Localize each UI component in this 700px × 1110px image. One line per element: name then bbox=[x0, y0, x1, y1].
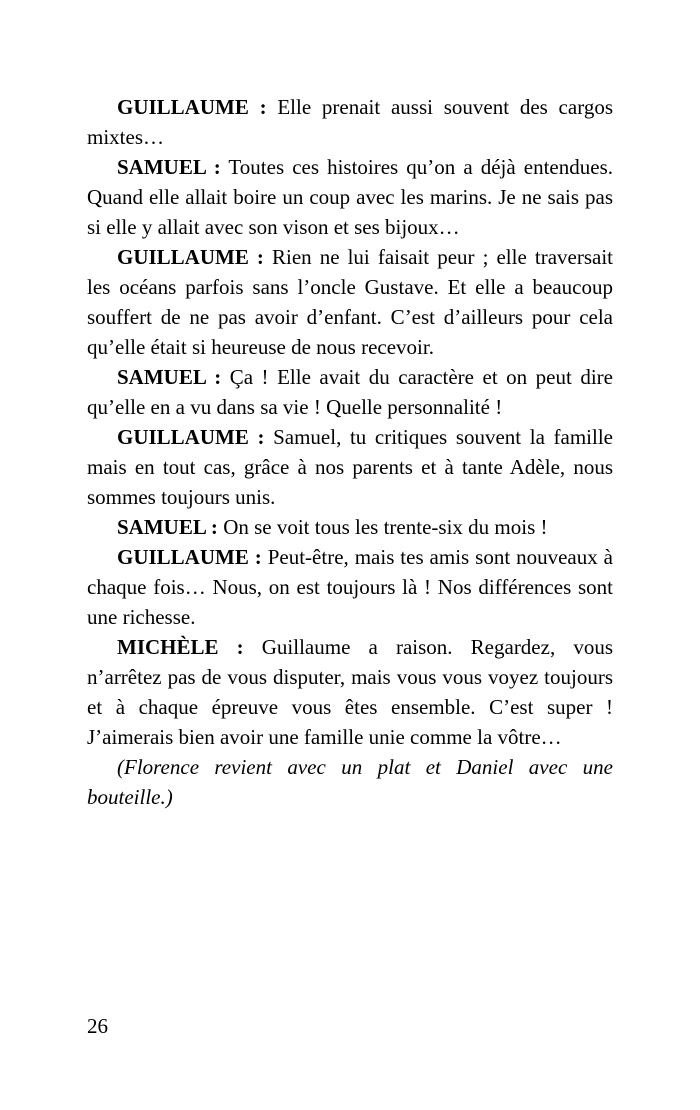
speaker-name: GUILLAUME : bbox=[117, 95, 267, 119]
page-body bbox=[87, 92, 613, 812]
dialogue-line-guillaume bbox=[87, 92, 613, 152]
dialogue-text: Ça ! Elle avait du caractère et on peut dire qu’elle en a vu dans sa vie ! Quelle personnalité ! bbox=[87, 365, 613, 419]
stage-direction: (Florence revient avec un plat et Daniel avec une bouteille.) bbox=[87, 755, 613, 809]
dialogue-text: Peut-être, mais tes amis sont nouveaux à chaque fois… Nous, on est toujours là ! Nos différences sont une richesse. bbox=[87, 545, 613, 629]
speaker-name: MICHÈLE : bbox=[117, 635, 244, 659]
speaker-name: SAMUEL : bbox=[117, 365, 222, 389]
speaker-name: GUILLAUME : bbox=[117, 245, 264, 269]
speaker-name: GUILLAUME : bbox=[117, 425, 265, 449]
dialogue-line-michele bbox=[87, 632, 613, 752]
dialogue-text: Elle prenait aussi souvent des cargos mixtes… bbox=[87, 95, 613, 149]
dialogue-text: Guillaume a raison. Regardez, vous n’arrêtez pas de vous disputer, mais vous vous voyez toujours et à chaque épreuve vous êtes ensemble. C’est super ! J’aimerais bien avoir une famille unie comme la vôtre… bbox=[87, 635, 613, 749]
dialogue-line-samuel bbox=[87, 512, 613, 542]
speaker-name: SAMUEL : bbox=[117, 155, 221, 179]
speaker-name: SAMUEL : bbox=[117, 515, 218, 539]
dialogue-line-guillaume bbox=[87, 422, 613, 512]
dialogue-text: Rien ne lui faisait peur ; elle traversait les océans parfois sans l’oncle Gustave. Et elle a beaucoup souffert de ne pas avoir d’enfant. C’est d’ailleurs pour cela qu’elle était si heureuse de nous recevoir. bbox=[87, 245, 613, 359]
dialogue-line-guillaume bbox=[87, 242, 613, 362]
dialogue-text: Samuel, tu critiques souvent la famille mais en tout cas, grâce à nos parents et à tante Adèle, nous sommes toujours unis. bbox=[87, 425, 614, 509]
dialogue-text: Toutes ces histoires qu’on a déjà entendues. Quand elle allait boire un coup avec les marins. Je ne sais pas si elle y allait avec son vison et ses bijoux… bbox=[87, 155, 613, 239]
dialogue-text: On se voit tous les trente-six du mois ! bbox=[217, 515, 548, 539]
dialogue-line-samuel bbox=[87, 362, 613, 422]
page-number: 26 bbox=[87, 1014, 108, 1038]
speaker-name: GUILLAUME : bbox=[117, 545, 262, 569]
dialogue-line-samuel bbox=[87, 152, 613, 242]
dialogue-line-guillaume bbox=[87, 542, 613, 632]
